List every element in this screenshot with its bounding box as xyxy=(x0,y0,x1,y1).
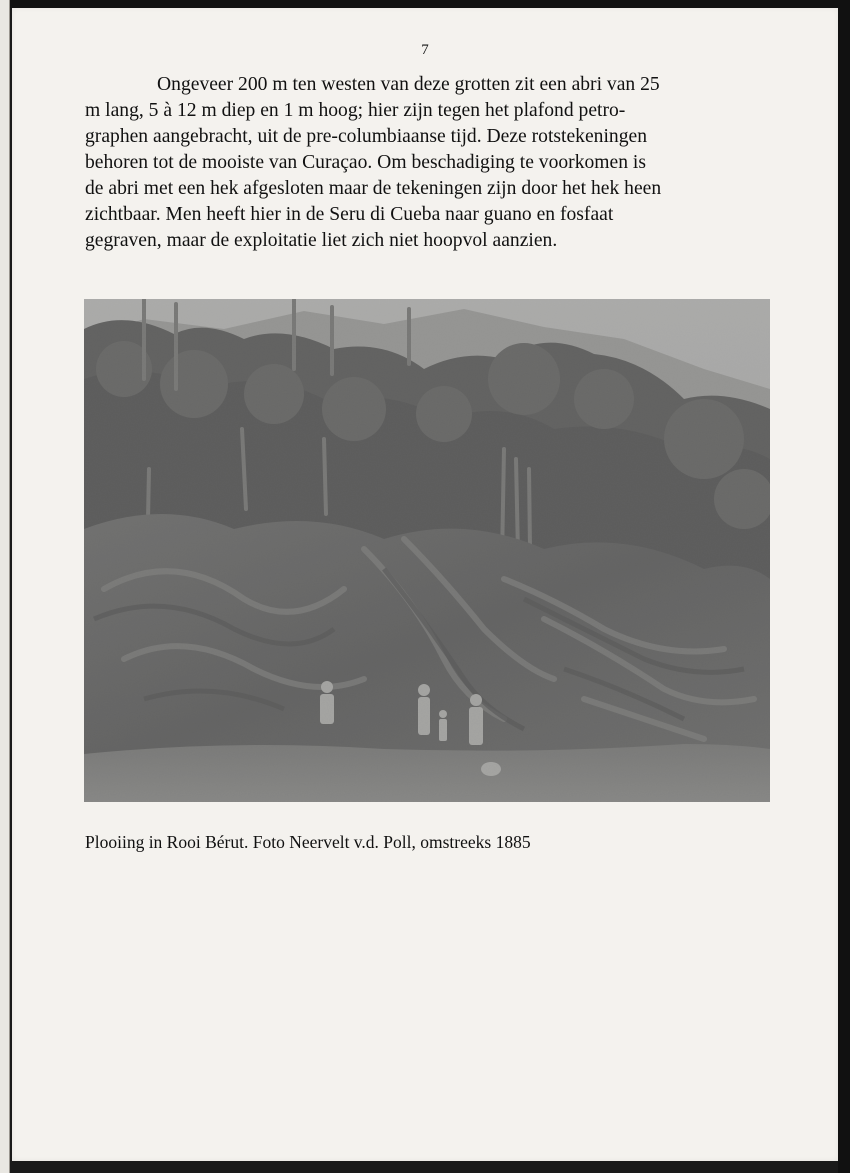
bleed-through-text xyxy=(85,856,775,1090)
paragraph-line: zichtbaar. Men heeft hier in de Seru di Cueba naar guano en fosfaat xyxy=(85,204,614,225)
paragraph-line: gegraven, maar de exploitatie liet zich niet hoopvol aanzien. xyxy=(85,230,558,251)
page-number: 7 xyxy=(421,42,429,58)
paragraph-line: m lang, 5 à 12 m diep en 1 m hoog; hier zijn tegen het plafond petro- xyxy=(85,100,626,121)
scan-border-top xyxy=(0,0,850,8)
historic-photograph xyxy=(84,299,770,802)
scan-border-right xyxy=(838,0,850,1173)
paragraph-line: de abri met een hek afgesloten maar de tekeningen zijn door het hek heen xyxy=(85,178,662,199)
paragraph-line: graphen aangebracht, uit de pre-columbiaanse tijd. Deze rotstekeningen xyxy=(85,126,647,147)
paragraph-line: Ongeveer 200 m ten westen van deze grotten zit een abri van 25 xyxy=(157,74,660,95)
rock-fold-photo xyxy=(84,299,770,802)
body-paragraph xyxy=(85,72,775,254)
photo-caption: Plooiing in Rooi Bérut. Foto Neervelt v.d. Poll, omstreeks 1885 xyxy=(85,832,531,852)
document-page xyxy=(12,8,838,1161)
paragraph-line: behoren tot de mooiste van Curaçao. Om beschadiging te voorkomen is xyxy=(85,152,647,173)
scan-border-left xyxy=(0,0,10,1173)
